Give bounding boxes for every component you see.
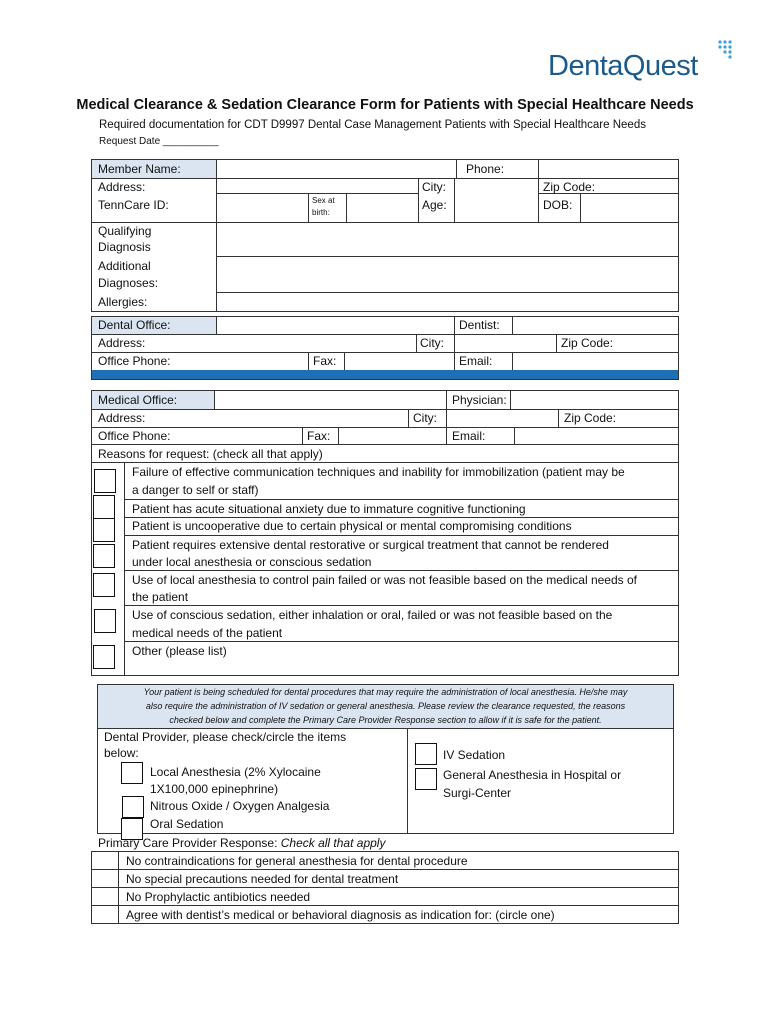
pcp-checkbox-1[interactable] bbox=[92, 852, 118, 869]
nitrous-oxide-checkbox[interactable] bbox=[122, 796, 144, 818]
right-option-2-line-1: General Anesthesia in Hospital or bbox=[443, 768, 622, 782]
reason-6-line-2: medical needs of the patient bbox=[132, 626, 283, 640]
local-anesthesia-checkbox[interactable] bbox=[121, 762, 143, 784]
left-option-3-line-1: Oral Sedation bbox=[150, 817, 224, 831]
city-label: City: bbox=[422, 180, 446, 194]
dental-address-label: Address: bbox=[98, 336, 146, 350]
additional-diagnoses-input[interactable] bbox=[217, 257, 678, 291]
dob-label: DOB: bbox=[543, 198, 573, 212]
iv-sedation-checkbox[interactable] bbox=[415, 743, 437, 765]
notice-line-3: checked below and complete the Primary Care Provider Response section to allow if it is safe for the patient. bbox=[169, 715, 602, 725]
medical-office-label: Medical Office: bbox=[98, 393, 178, 407]
qualifying-label-2: Diagnosis bbox=[98, 240, 151, 254]
reason-6-line-1: Use of conscious sedation, either inhalation or oral, failed or was not feasible based on the bbox=[132, 608, 613, 622]
pcp-header-plain: Primary Care Provider Response: bbox=[98, 836, 281, 850]
dental-phone-label: Office Phone: bbox=[98, 354, 171, 368]
dental-section-bar bbox=[92, 370, 678, 379]
dentaquest-logo bbox=[548, 48, 738, 84]
reason-5-line-2: the patient bbox=[132, 590, 189, 604]
member-address-label: Address: bbox=[98, 180, 146, 194]
physician-input[interactable] bbox=[511, 391, 678, 408]
reason-3-line-1: Patient is uncooperative due to certain physical or mental compromising conditions bbox=[132, 519, 572, 533]
dental-office-input[interactable] bbox=[217, 317, 453, 333]
dental-zip-label: Zip Code: bbox=[561, 336, 614, 350]
phone-input[interactable] bbox=[539, 160, 678, 177]
pcp-checkbox-3[interactable] bbox=[92, 888, 118, 905]
medical-phone-label: Office Phone: bbox=[98, 429, 171, 443]
reason-2-checkbox[interactable] bbox=[93, 495, 115, 519]
dentist-input[interactable] bbox=[513, 317, 678, 333]
medical-office-input[interactable] bbox=[215, 391, 445, 408]
form-title: Medical Clearance & Sedation Clearance Form for Patients with Special Healthcare Needs bbox=[76, 97, 694, 113]
reasons-header: Reasons for request: (check all that apply) bbox=[98, 447, 323, 461]
tenncare-id-label: TennCare ID: bbox=[98, 198, 169, 212]
reason-4-line-2: under local anesthesia or conscious sedation bbox=[132, 555, 372, 569]
notice-line-2: also require the administration of IV sedation or general anesthesia. Please review the clearance requested, the reasons bbox=[145, 701, 626, 711]
reason-7-line-1: Other (please list) bbox=[132, 644, 227, 658]
pcp-item-1: No contraindications for general anesthesia for dental procedure bbox=[126, 854, 468, 868]
dental-fax-label: Fax: bbox=[313, 354, 337, 368]
form-subtitle: Required documentation for CDT D9997 Dental Case Management Patients with Special Healthcare Needs bbox=[99, 119, 646, 131]
dental-email-label: Email: bbox=[459, 354, 493, 368]
provider-instruction-2: below: bbox=[104, 746, 139, 760]
phone-label: Phone: bbox=[466, 162, 505, 176]
pcp-checkbox-4[interactable] bbox=[92, 906, 118, 923]
dental-office-label: Dental Office: bbox=[98, 318, 171, 332]
reason-1-checkbox[interactable] bbox=[94, 469, 116, 493]
allergies-label: Allergies: bbox=[98, 295, 148, 309]
medical-address-label: Address: bbox=[98, 411, 146, 425]
reason-3-checkbox[interactable] bbox=[93, 518, 115, 542]
additional-label-1: Additional bbox=[98, 259, 151, 273]
reason-7-checkbox[interactable] bbox=[93, 645, 115, 669]
dentist-label: Dentist: bbox=[459, 318, 500, 332]
reason-5-line-1: Use of local anesthesia to control pain failed or was not feasible based on the medical needs of bbox=[132, 573, 637, 587]
pcp-item-3: No Prophylactic antibiotics needed bbox=[126, 890, 311, 904]
physician-label: Physician: bbox=[452, 393, 507, 407]
reason-2-line-1: Patient has acute situational anxiety due to immature cognitive functioning bbox=[132, 502, 526, 516]
notice-line-1: Your patient is being scheduled for dental procedures that may require the administration of local anesthesia. He/she may bbox=[143, 687, 628, 697]
right-option-2-line-2: Surgi-Center bbox=[443, 786, 512, 800]
reason-5-checkbox[interactable] bbox=[93, 573, 115, 597]
general-anesthesia-checkbox[interactable] bbox=[415, 768, 437, 790]
zip-label: Zip Code: bbox=[543, 180, 596, 194]
logo-text: DentaQuest bbox=[548, 50, 698, 82]
additional-label-2: Diagnoses: bbox=[98, 276, 159, 290]
member-name-input[interactable] bbox=[217, 160, 455, 177]
reason-4-line-1: Patient requires extensive dental restorative or surgical treatment that cannot be rendered bbox=[132, 538, 609, 552]
request-date[interactable]: Request Date __________ bbox=[99, 136, 219, 147]
pcp-item-4: Agree with dentist’s medical or behavioral diagnosis as indication for: (circle one) bbox=[126, 908, 555, 922]
reason-4-checkbox[interactable] bbox=[93, 544, 115, 568]
qualifying-diagnosis-input[interactable] bbox=[217, 223, 678, 255]
right-option-1-line-1: IV Sedation bbox=[443, 748, 506, 762]
provider-instruction-1: Dental Provider, please check/circle the items bbox=[104, 730, 347, 744]
medical-city-label: City: bbox=[413, 411, 437, 425]
reason-1-line-1: Failure of effective communication techniques and inability for immobilization (patient may be bbox=[132, 465, 625, 479]
medical-email-label: Email: bbox=[452, 429, 486, 443]
pcp-header bbox=[98, 836, 385, 850]
left-option-1-line-1: Local Anesthesia (2% Xylocaine bbox=[150, 765, 321, 779]
pcp-header-italic: Check all that apply bbox=[280, 836, 386, 850]
medical-fax-label: Fax: bbox=[307, 429, 331, 443]
age-label: Age: bbox=[422, 198, 447, 212]
medical-zip-label: Zip Code: bbox=[564, 411, 617, 425]
other-reason-input[interactable] bbox=[240, 643, 676, 674]
qualifying-label-1: Qualifying bbox=[98, 224, 152, 238]
sex-at-birth-label-1: Sex at bbox=[312, 196, 335, 205]
pcp-item-2: No special precautions needed for dental treatment bbox=[126, 872, 399, 886]
reason-1-line-2: a danger to self or staff) bbox=[132, 483, 259, 497]
pcp-checkbox-2[interactable] bbox=[92, 870, 118, 887]
left-option-2-line-1: Nitrous Oxide / Oxygen Analgesia bbox=[150, 799, 330, 813]
dental-city-label: City: bbox=[420, 336, 444, 350]
sex-at-birth-label-2: birth: bbox=[312, 208, 330, 217]
reason-6-checkbox[interactable] bbox=[94, 609, 116, 633]
logo-dots-icon bbox=[710, 40, 736, 68]
allergies-input[interactable] bbox=[217, 293, 678, 311]
member-name-label: Member Name: bbox=[98, 162, 181, 176]
left-option-1-line-2: 1X100,000 epinephrine) bbox=[150, 782, 279, 796]
